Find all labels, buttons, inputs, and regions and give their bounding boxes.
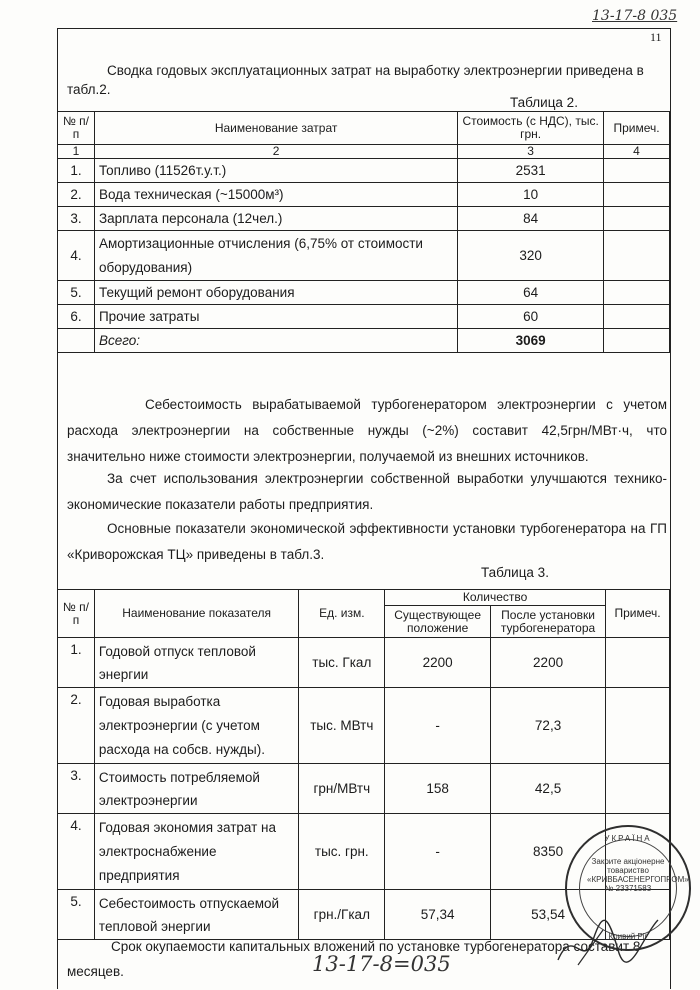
indicator-after: 2200	[491, 638, 606, 688]
cost-note	[604, 329, 670, 353]
indicator-after: 42,5	[491, 764, 606, 814]
indicator-after: 72,3	[491, 688, 606, 764]
indicator-after: 8350	[491, 814, 606, 890]
table-row	[58, 688, 670, 764]
table2-header-name: Наименование затрат	[94, 112, 457, 145]
stamp-text: Закрите акціонерне товариство «КРИВБАСЕНЕРГОПРОМ» № 23371583	[587, 857, 689, 893]
cost-note	[604, 281, 670, 305]
row-number: 2.	[58, 688, 95, 764]
cost-note	[604, 231, 670, 281]
table3-header-name: Наименование показателя	[94, 590, 299, 638]
indicator-unit: тыс. МВтч	[299, 688, 385, 764]
total-label: Всего:	[94, 329, 457, 353]
cost-name: Топливо (11526т.у.т.)	[94, 159, 457, 183]
stamp-country: УКРАЇНА	[604, 834, 652, 843]
cost-note	[604, 305, 670, 329]
cost-value: 84	[458, 207, 604, 231]
intro-paragraph: Сводка годовых эксплуатационных затрат на выработку электроэнергии приведена в табл.2.	[67, 63, 644, 97]
indicator-after: 53,54	[491, 890, 606, 940]
cost-name: Амортизационные отчисления (6,75% от стоимости оборудования)	[94, 231, 457, 281]
cost-name: Прочие затраты	[94, 305, 457, 329]
payback-paragraph: Срок окупаемости капитальных вложений по установке турбогенератора составит 8 месяцев.	[67, 939, 641, 979]
total-value: 3069	[458, 329, 604, 353]
indicator-note	[606, 638, 670, 688]
table2-caption: Таблица 2.	[510, 95, 578, 110]
table3-header-quantity: Количество	[385, 590, 606, 606]
cost-value: 2531	[458, 159, 604, 183]
row-number: 5.	[58, 281, 95, 305]
row-number: 5.	[58, 890, 95, 940]
table3-header-existing: Существующее положение	[385, 606, 491, 638]
cost-note	[604, 183, 670, 207]
cost-name: Текущий ремонт оборудования	[94, 281, 457, 305]
table2-colnum: 3	[458, 145, 604, 159]
indicator-name: Стоимость потребляемой электроэнергии	[94, 764, 299, 814]
indicator-unit: тыс. Гкал	[299, 638, 385, 688]
table2-colnum: 1	[58, 145, 95, 159]
table3-header-num: № п/п	[58, 590, 95, 638]
cost-note	[604, 159, 670, 183]
cost-value: 320	[458, 231, 604, 281]
indicator-existing: 158	[385, 764, 491, 814]
table2-colnum: 2	[94, 145, 457, 159]
table-row	[58, 281, 670, 305]
indicator-existing: 2200	[385, 638, 491, 688]
row-number: 4.	[58, 231, 95, 281]
table2-header-note: Примеч.	[604, 112, 670, 145]
indicator-existing: -	[385, 688, 491, 764]
cost-value: 64	[458, 281, 604, 305]
cost-name: Зарплата персонала (12чел.)	[94, 207, 457, 231]
cost-value: 10	[458, 183, 604, 207]
table-row	[58, 638, 670, 688]
paragraph-table3-ref: Основные показатели экономической эффективности установки турбогенератора на ГП «Криворожская ТЦ» приведены в табл.3.	[67, 521, 667, 562]
indicator-note	[606, 764, 670, 814]
table-row	[58, 231, 670, 281]
stamp-city: Кривий Ріг	[608, 932, 648, 941]
table-row	[58, 183, 670, 207]
row-number: 1.	[58, 638, 95, 688]
indicator-existing: 57,34	[385, 890, 491, 940]
document-code: 13-17-8 035	[592, 8, 678, 24]
table2-total-row	[58, 329, 670, 353]
row-number	[58, 329, 95, 353]
indicator-note	[606, 688, 670, 764]
paragraph-cost-price: Себестоимость вырабатываемой турбогенератором электроэнергии с учетом расхода электроэнергии на собственные нужды (~2%) составит 42,5грн/МВт·ч, что значительно ниже стоимости электроэнергии, получаемой из внешних источников.	[67, 397, 667, 464]
handwritten-code: 13-17-8=035	[312, 952, 451, 976]
paragraph-indicators: За счет использования электроэнергии собственной выработки улучшаются технико-экономические показатели работы предприятия.	[67, 471, 667, 512]
cost-value: 60	[458, 305, 604, 329]
indicator-name: Годовая выработка электроэнергии (с учетом расхода на собсв. нужды).	[94, 688, 299, 764]
indicator-name: Себестоимость отпускаемой тепловой энергии	[94, 890, 299, 940]
table3-header-unit: Ед. изм.	[299, 590, 385, 638]
table-row	[58, 305, 670, 329]
row-number: 2.	[58, 183, 95, 207]
table3-caption: Таблица 3.	[481, 565, 549, 580]
table3-header-after: После установки турбогенератора	[491, 606, 606, 638]
indicator-name: Годовая экономия затрат на электроснабжение предприятия	[94, 814, 299, 890]
table2-header-cost: Стоимость (с НДС), тыс. грн.	[458, 112, 604, 145]
table3-header-note: Примеч.	[606, 590, 670, 638]
table-row	[58, 159, 670, 183]
row-number: 4.	[58, 814, 95, 890]
row-number: 6.	[58, 305, 95, 329]
cost-name: Вода техническая (~15000м³)	[94, 183, 457, 207]
row-number: 3.	[58, 764, 95, 814]
table-row	[58, 207, 670, 231]
table2-colnum: 4	[604, 145, 670, 159]
indicator-unit: грн/МВтч	[299, 764, 385, 814]
cost-note	[604, 207, 670, 231]
page-number: 11	[650, 30, 662, 44]
indicator-existing: -	[385, 814, 491, 890]
table-2	[57, 111, 670, 353]
indicator-unit: тыс. грн.	[299, 814, 385, 890]
indicator-unit: грн./Гкал	[299, 890, 385, 940]
indicator-name: Годовой отпуск тепловой энергии	[94, 638, 299, 688]
table2-header-num: № п/п	[58, 112, 95, 145]
row-number: 1.	[58, 159, 95, 183]
table-row	[58, 764, 670, 814]
row-number: 3.	[58, 207, 95, 231]
signature	[548, 905, 668, 975]
